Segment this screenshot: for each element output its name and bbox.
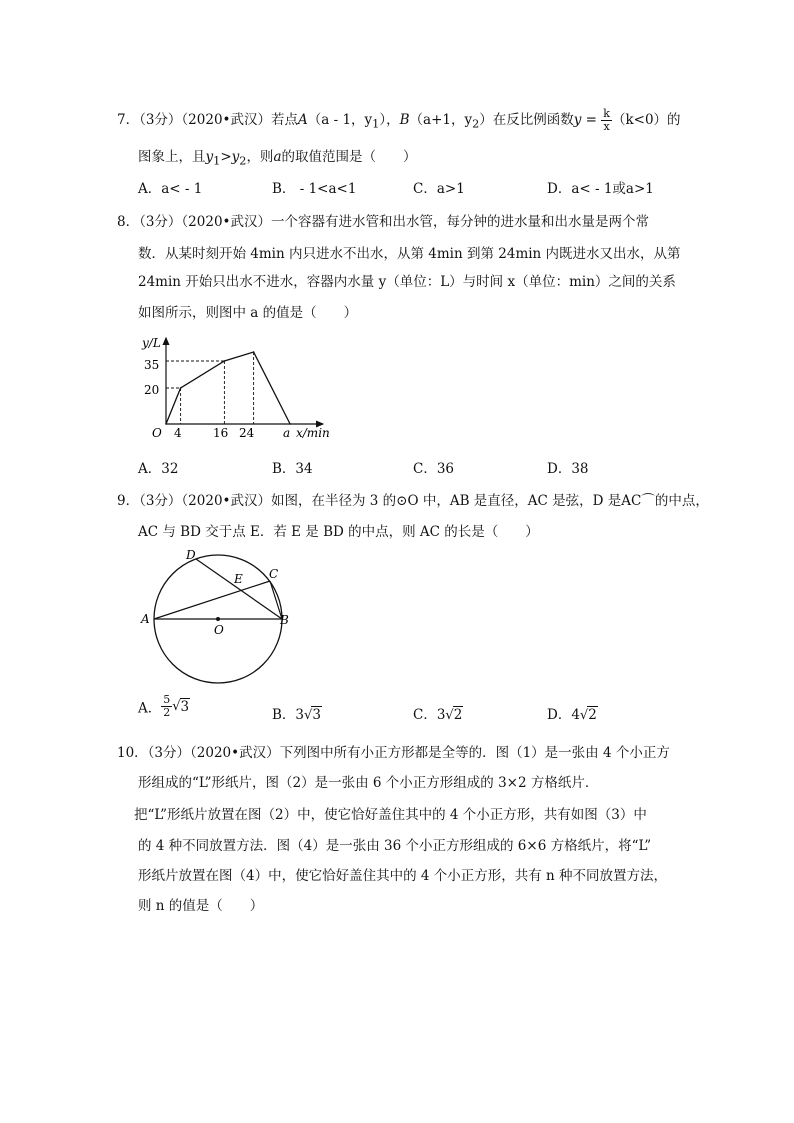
q8-data-point xyxy=(180,387,182,389)
q9-label-d: D xyxy=(186,548,196,562)
q8-option-c: C．36 xyxy=(413,461,455,477)
q9-option-a-rad: 3 xyxy=(180,699,190,715)
q9-option-a-den: 2 xyxy=(163,706,171,719)
q8-series-line xyxy=(166,352,290,424)
q9-option-b-rad: 3 xyxy=(312,707,321,723)
q7-point-b: B xyxy=(399,112,410,128)
q7-y1-sub: 1 xyxy=(213,154,221,168)
q8-xtick-a: a xyxy=(283,426,291,440)
q8-data-point xyxy=(253,351,255,353)
q7-condition: （k<0）的 xyxy=(611,112,681,128)
q7-sub-1: 1 xyxy=(372,117,380,131)
q7-y1: y xyxy=(205,149,214,165)
q7-var-a: a xyxy=(273,149,282,165)
q9-option-c xyxy=(413,703,463,723)
q7-gt: > xyxy=(220,149,232,165)
q8-xtick-16: 16 xyxy=(213,426,229,440)
q9-radical-icon: √ xyxy=(579,708,589,723)
q7-sub-2: 2 xyxy=(472,117,480,131)
q7-text-3: 的取值范围是（ ） xyxy=(281,149,417,165)
q9-option-c-label: C．3 xyxy=(413,707,446,723)
q9-circle-figure xyxy=(138,548,298,693)
q9-option-a-fraction xyxy=(161,694,172,719)
q7-point-a-coord: （a - 1，y xyxy=(307,112,373,128)
q8-y-label: y/L xyxy=(142,336,161,350)
q9-chord-ac xyxy=(154,581,270,619)
q9-option-a-num: 5 xyxy=(163,693,171,706)
q7-option-a: A．a< - 1 xyxy=(138,181,203,197)
q8-xtick-4: 4 xyxy=(174,426,182,440)
q9-center-dot xyxy=(216,617,220,621)
q7-option-b: B． - 1<a<1 xyxy=(272,181,357,197)
q7-point-a: A xyxy=(298,112,308,128)
q9-label-a: A xyxy=(141,612,150,626)
q7-text: 图象上，且 xyxy=(138,149,206,165)
q9-option-d xyxy=(547,703,598,723)
q9-label-e: E xyxy=(234,572,243,586)
q8-ytick-20: 20 xyxy=(144,383,160,397)
q9-option-a xyxy=(138,694,190,719)
q8-line-2: 数．从某时刻开始 4min 内只进水不出水，从第 4min 到第 24min 内既进水又出水，从第 xyxy=(138,246,681,262)
q9-option-c-rad: 2 xyxy=(453,707,463,723)
q8-option-b: B．34 xyxy=(272,461,313,477)
q10-line-1: 10．（3分）（2020•武汉）下列图中所有小正方形都是全等的．图（1）是一张由 4 个小正方 xyxy=(117,745,670,761)
q10-line-2: 形组成的“L”形纸片，图（2）是一张由 6 个小正方形组成的 3×2 方格纸片． xyxy=(138,775,599,791)
q7-option-d: D．a< - 1或a>1 xyxy=(547,181,654,197)
q10-line-4: 的 4 种不同放置方法．图（4）是一张由 36 个小正方形组成的 6×6 方格纸片，将“L” xyxy=(138,838,652,854)
q10-line-3: 把“L”形纸片放置在图（2）中，使它恰好盖住其中的 4 个小正方形，共有如图（3）中 xyxy=(134,807,647,823)
q10-line-5: 形纸片放置在图（4）中，使它恰好盖住其中的 4 个小正方形，共有 n 种不同放置方法， xyxy=(138,868,668,884)
q9-radical-icon: √ xyxy=(172,699,181,714)
q7-point-a-end: ）， xyxy=(379,112,400,128)
q7-text-2: ，则 xyxy=(246,149,274,165)
q7-y2-sub: 2 xyxy=(239,154,247,168)
q7-fraction-num: k xyxy=(603,107,610,120)
q7-line-2 xyxy=(138,145,417,168)
q8-line-4: 如图所示，则图中 a 的值是（ ） xyxy=(138,305,358,321)
q8-line-3: 24min 开始只出水不进水，容器内水量 y（单位：L）与时间 x（单位：min）之间的关系 xyxy=(138,274,676,290)
q8-option-a: A．32 xyxy=(138,461,179,477)
q8-ytick-35: 35 xyxy=(144,358,160,372)
q7-point-b-coord: （a+1，y xyxy=(409,112,473,128)
q8-data-point xyxy=(224,360,226,362)
q8-line-1: 8．（3分）（2020•武汉）一个容器有进水管和出水管，每分钟的进水量和出水量是两个常 xyxy=(117,214,649,230)
q8-x-label: x/min xyxy=(296,426,330,440)
q7-fraction xyxy=(601,108,612,133)
q9-label-c: C xyxy=(269,567,279,581)
q10-line-6: 则 n 的值是（ ） xyxy=(138,898,264,914)
q8-data-point xyxy=(165,423,167,425)
q8-option-d: D．38 xyxy=(547,461,589,477)
q9-radical-icon: √ xyxy=(304,708,313,723)
q9-label-o: O xyxy=(214,623,224,637)
q7-prefix: 7．（3分）（2020•武汉）若点 xyxy=(117,112,298,128)
q7-y2: y xyxy=(231,149,240,165)
q7-y-equals: y = xyxy=(573,112,597,128)
q7-option-c: C．a>1 xyxy=(413,181,465,197)
q9-option-d-rad: 2 xyxy=(588,707,597,723)
q9-line-1: 9．（3分）（2020•武汉）如图，在半径为 3 的⊙O 中，AB 是直径，AC 是弦，D 是AC⌒的中点， xyxy=(117,493,709,509)
q8-graph xyxy=(138,330,348,445)
q9-option-d-label: D．4 xyxy=(547,707,580,723)
q9-line-2: AC 与 BD 交于点 E．若 E 是 BD 的中点，则 AC 的长是（ ） xyxy=(138,524,539,540)
q9-option-b xyxy=(272,703,322,723)
q8-xtick-24: 24 xyxy=(239,426,255,440)
q9-radical-icon: √ xyxy=(445,708,454,723)
q9-option-b-label: B．3 xyxy=(272,707,305,723)
q7-fraction-den: x xyxy=(603,120,610,133)
q7-point-b-end: ）在反比例函数 xyxy=(479,112,574,128)
q9-label-b: B xyxy=(280,613,289,627)
q7-line-1 xyxy=(117,108,681,133)
q8-origin: O xyxy=(152,426,162,440)
q8-data-point xyxy=(289,423,291,425)
q9-option-a-label: A． xyxy=(138,700,162,717)
